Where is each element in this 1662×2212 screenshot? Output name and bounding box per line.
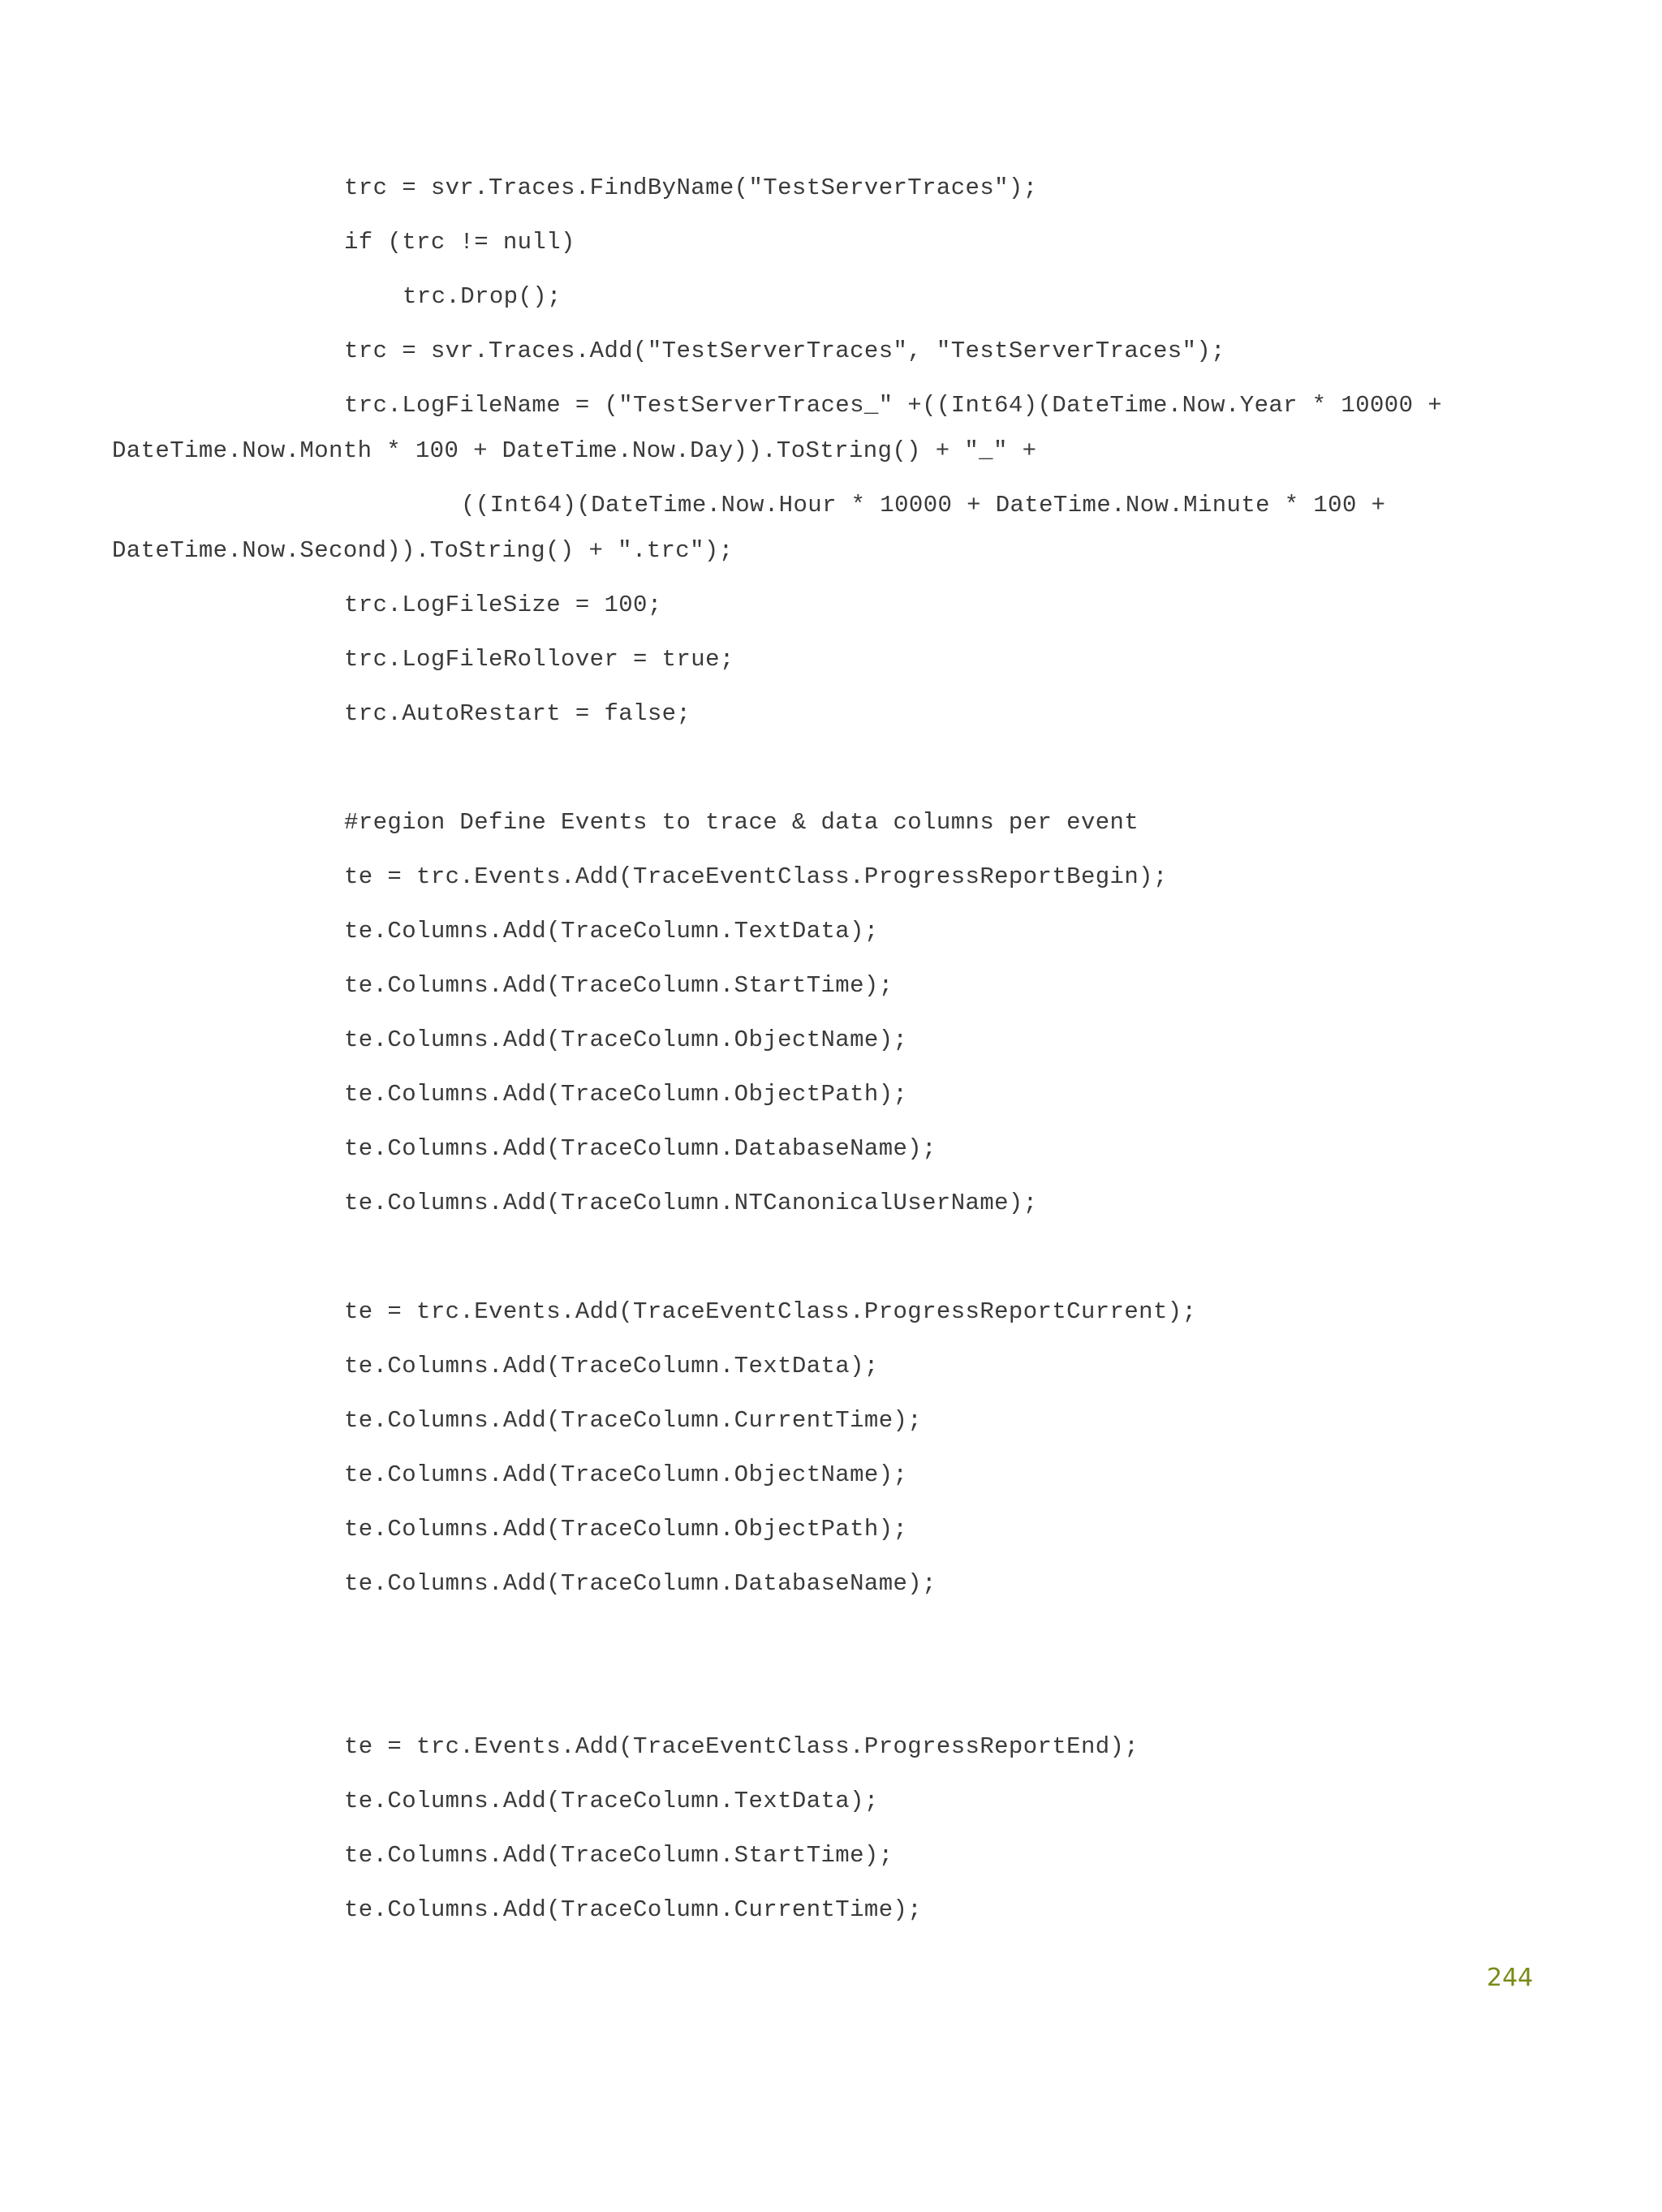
code-line: te.Columns.Add(TraceColumn.ObjectPath); (344, 1516, 908, 1543)
code-line: trc.LogFileRollover = true; (344, 646, 734, 673)
page-number: 244 (1487, 1964, 1534, 1992)
code-line: te.Columns.Add(TraceColumn.StartTime); (344, 972, 893, 999)
code-line: trc.LogFileName = ("TestServerTraces_" +((Int64)(DateTime.Now.Year * 10000 + (344, 392, 1443, 419)
code-line: trc = svr.Traces.FindByName("TestServerTraces"); (344, 174, 1038, 201)
code-line: te.Columns.Add(TraceColumn.TextData); (344, 1788, 879, 1814)
code-line: ((Int64)(DateTime.Now.Hour * 10000 + DateTime.Now.Minute * 100 + (461, 492, 1386, 519)
code-line: te.Columns.Add(TraceColumn.NTCanonicalUserName); (344, 1190, 1038, 1216)
code-line: te.Columns.Add(TraceColumn.CurrentTime); (344, 1896, 923, 1923)
code-line: DateTime.Now.Month * 100 + DateTime.Now.Day)).ToString() + "_" + (112, 437, 1037, 464)
code-line: te.Columns.Add(TraceColumn.TextData); (344, 1353, 879, 1379)
code-line: DateTime.Now.Second)).ToString() + ".trc"); (112, 537, 734, 564)
code-line: te.Columns.Add(TraceColumn.StartTime); (344, 1842, 893, 1869)
code-line: #region Define Events to trace & data columns per event (344, 809, 1139, 836)
code-line: te.Columns.Add(TraceColumn.DatabaseName); (344, 1570, 936, 1597)
code-line: te = trc.Events.Add(TraceEventClass.ProgressReportEnd); (344, 1733, 1139, 1760)
code-line: te = trc.Events.Add(TraceEventClass.ProgressReportBegin); (344, 863, 1168, 890)
code-line: te.Columns.Add(TraceColumn.ObjectPath); (344, 1081, 908, 1108)
code-line: te = trc.Events.Add(TraceEventClass.ProgressReportCurrent); (344, 1298, 1197, 1325)
code-line: trc.Drop(); (403, 283, 562, 310)
code-line: te.Columns.Add(TraceColumn.ObjectName); (344, 1461, 908, 1488)
code-line: te.Columns.Add(TraceColumn.DatabaseName); (344, 1135, 936, 1162)
code-line: te.Columns.Add(TraceColumn.TextData); (344, 918, 879, 945)
code-line: trc.AutoRestart = false; (344, 700, 691, 727)
code-line: te.Columns.Add(TraceColumn.ObjectName); (344, 1026, 908, 1053)
code-line: if (trc != null) (344, 229, 575, 256)
code-line: te.Columns.Add(TraceColumn.CurrentTime); (344, 1407, 923, 1434)
code-line: trc.LogFileSize = 100; (344, 592, 662, 618)
code-line: trc = svr.Traces.Add("TestServerTraces", "TestServerTraces"); (344, 338, 1225, 364)
